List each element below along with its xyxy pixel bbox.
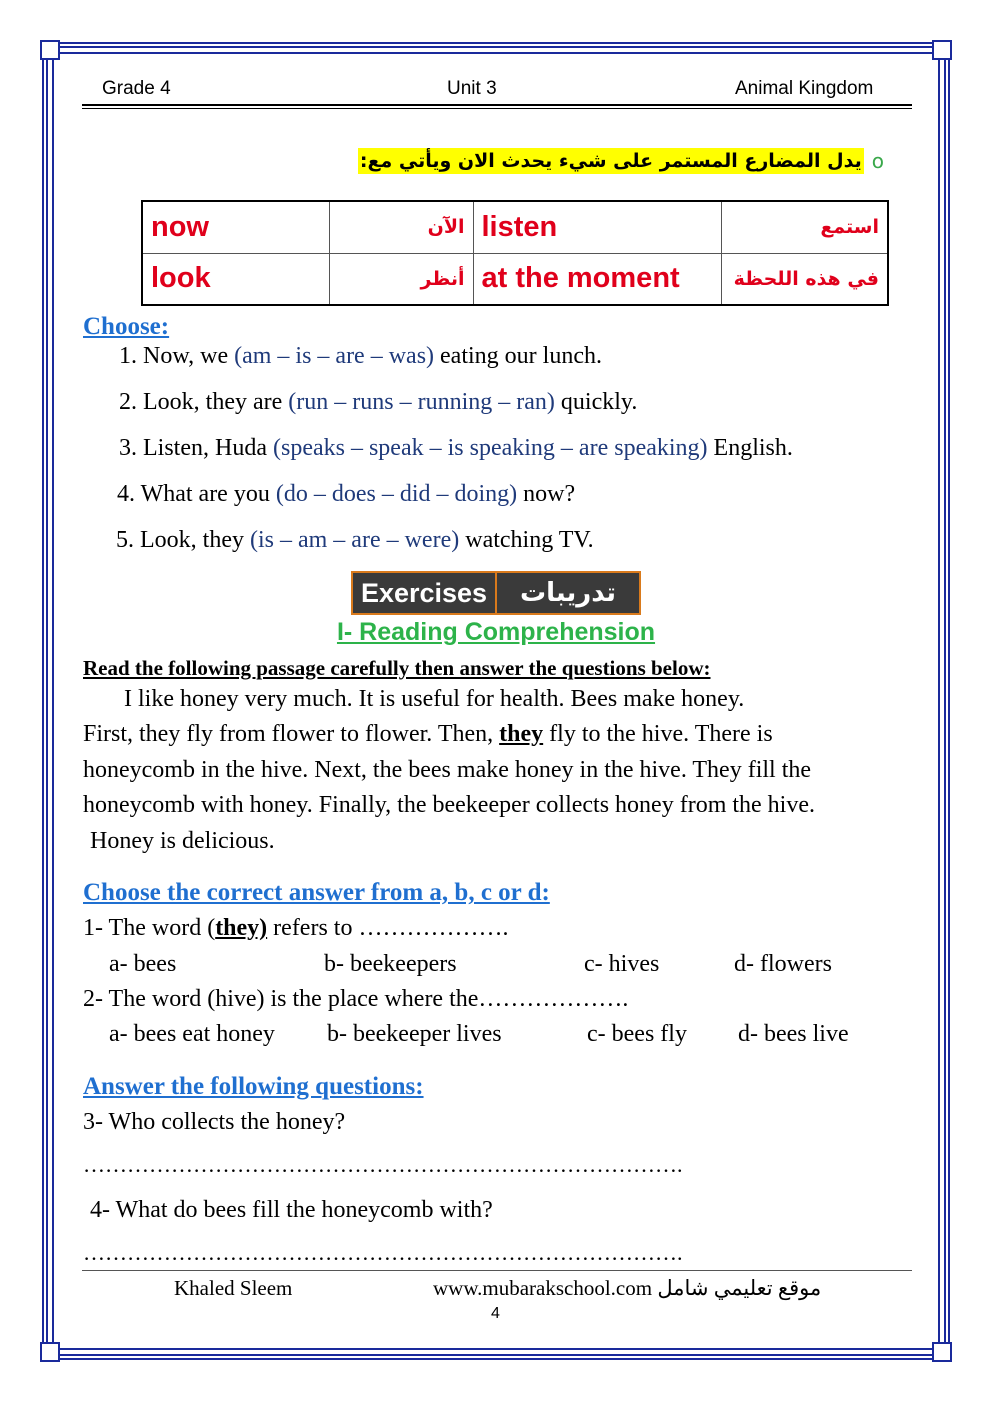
mcq-question: 2- The word (hive) is the place where the………………. [83,986,629,1012]
mcq-title: Choose the correct answer from a, b, c or d: [83,879,550,906]
mcq-option: d- flowers [734,951,832,977]
vocab-ar: استمع [721,201,888,253]
question-text: refers to ………………. [267,915,509,941]
item-text: 3. Listen, Huda [119,435,273,461]
reading-instruction: Read the following passage carefully then answer the questions below: [83,656,711,680]
header-grade: Grade 4 [102,78,171,99]
answer-title: Answer the following questions: [83,1073,424,1100]
passage-line: Honey is delicious. [90,828,275,854]
table-row [142,201,888,253]
reading-title: I- Reading Comprehension [336,618,656,646]
header-divider [82,104,912,106]
footer-author: Khaled Sleem [174,1276,293,1300]
item-options: (am – is – are – was) [234,343,435,369]
choose-item [119,343,602,370]
rule-bullet: o [871,149,884,173]
item-text: 1. Now, we [119,343,235,369]
answer-question: 4- What do bees fill the honeycomb with? [90,1197,493,1223]
vocab-en: at the moment [473,253,721,305]
header-unit: Unit 3 [447,78,497,99]
passage-line: honeycomb in the hive. Next, the bees make honey in the hive. They fill the [83,757,812,783]
header-topic: Animal Kingdom [735,78,874,99]
passage-line: honeycomb with honey. Finally, the beekeeper collects honey from the hive. [83,792,815,818]
item-options: (speaks – speak – is speaking – are speaking) [272,435,708,461]
mcq-option: a- bees eat honey [109,1021,275,1047]
corner-ornament [932,1342,952,1362]
choose-item [119,435,793,462]
choose-title: Choose: [83,313,170,340]
header-divider [82,108,912,109]
choose-item [117,481,575,508]
item-text: quickly. [554,389,638,415]
choose-item [119,389,637,416]
page-number: 4 [491,1305,500,1322]
mcq-option: c- hives [584,951,660,977]
mcq-option: b- beekeeper lives [327,1021,502,1047]
passage-text: First, they fly from flower to flower. Then, [83,721,500,747]
vocab-table [141,200,889,306]
item-text: watching TV. [459,527,594,553]
table-row [142,253,888,305]
choose-item [116,527,594,554]
answer-line: ………………………………………………………………………. [83,1152,683,1177]
mcq-option: c- bees fly [587,1021,687,1047]
answer-line: ………………………………………………………………………. [83,1240,683,1265]
rule-text: يدل المضارع المستمر على شيء يحدث الان ويأتي مع: [359,150,862,172]
item-text: 4. What are you [117,481,276,507]
passage-line [83,721,773,748]
item-text: eating our lunch. [434,343,602,369]
exercises-en: Exercises [353,573,497,613]
mcq-option: d- bees live [738,1021,849,1047]
exercises-ar: تدريبات [497,573,639,613]
footer-divider [82,1270,912,1271]
question-key-word: they) [215,915,268,941]
exercises-banner [351,571,641,615]
vocab-en: look [142,253,329,305]
passage-text: fly to the hive. There is [543,721,773,747]
vocab-en: listen [473,201,721,253]
item-options: (is – am – are – were) [249,527,460,553]
question-text: 1- The word ( [83,915,216,941]
passage-line: I like honey very much. It is useful for health. Bees make honey. [124,686,745,712]
item-text: 2. Look, they are [119,389,289,415]
answer-question: 3- Who collects the honey? [83,1109,346,1135]
vocab-ar: الآن [329,201,473,253]
mcq-option: b- beekeepers [324,951,457,977]
vocab-ar: أنظر [329,253,473,305]
item-text: 5. Look, they [116,527,250,553]
corner-ornament [40,1342,60,1362]
footer-site: www.mubarakschool.com موقع تعليمي شامل [433,1276,822,1300]
mcq-question [83,915,508,942]
item-text: now? [517,481,576,507]
vocab-ar: في هذه اللحظة [721,253,888,305]
corner-ornament [932,40,952,60]
reading-title-wrap [0,618,992,647]
corner-ornament [40,40,60,60]
item-options: (run – runs – running – ran) [288,389,555,415]
passage-key-word: they [499,721,544,747]
grammar-rule [358,148,884,174]
item-options: (do – does – did – doing) [275,481,518,507]
item-text: English. [707,435,793,461]
mcq-option: a- bees [109,951,177,977]
vocab-en: now [142,201,329,253]
